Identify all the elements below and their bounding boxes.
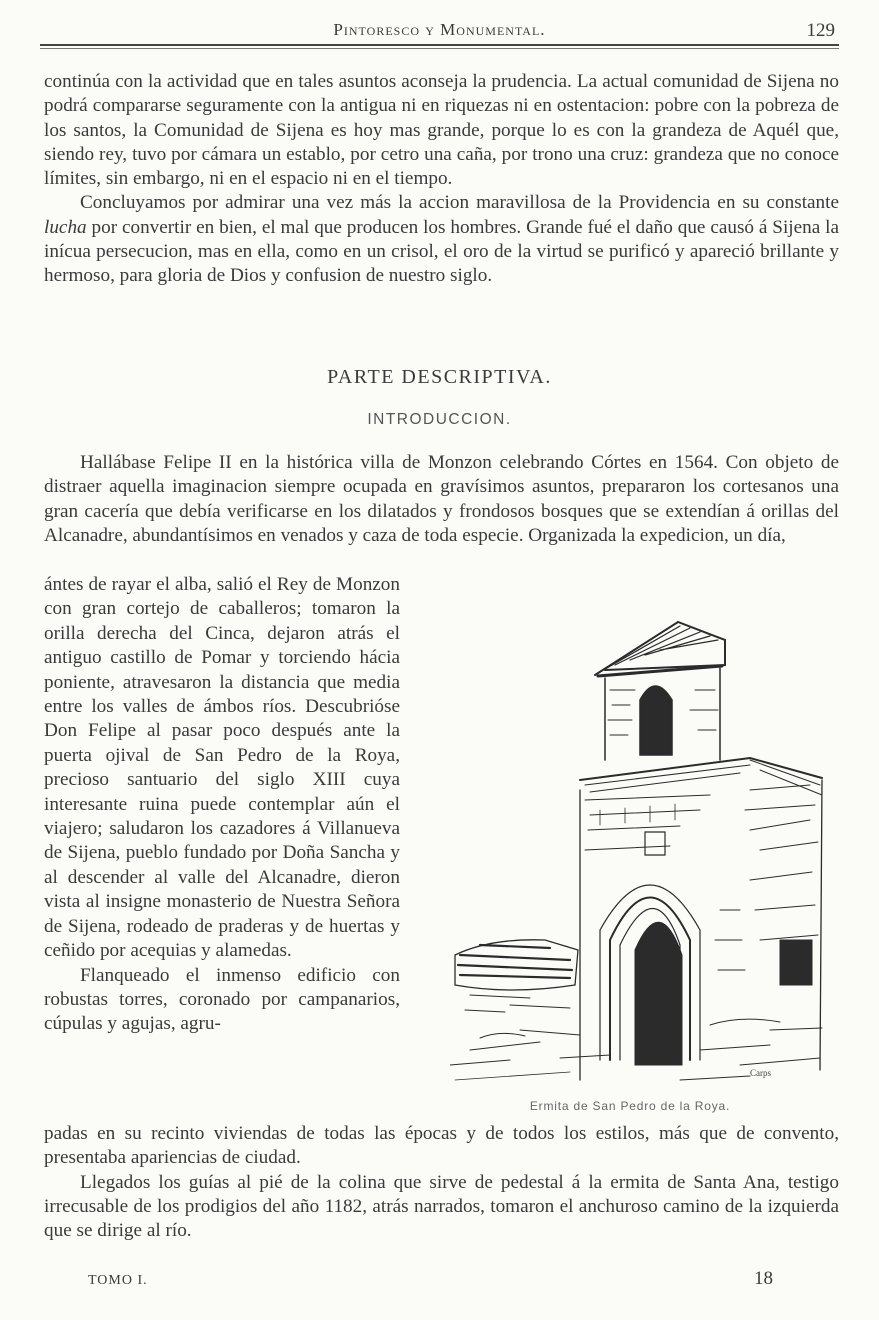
paragraph-5: Llegados los guías al pié de la colina que sirve de pedestal á la ermita de Santa Ana, testigo irrecusable de los prodigios del año 1182, atrás narrados, tomaron el anchuroso camino de la izquierda que se dirige al río. [44,1171,839,1242]
paragraph-1: continúa con la actividad que en tales asuntos aconseja la prudencia. La actual comunidad de Sijena no podrá compararse seguramente con la antigua ni en riquezas ni en ostentacion: pobre con la pobreza de los santos, la Comunidad de Sijena es hoy mas grande, porque lo es con la grandeza de Aquél que, siendo rey, tuvo por cámara un establo, por cetro una caña, por trono una cruz: grandeza que no conoce límites, sin embargo, ni en el espacio ni en el tiempo. [44,71,839,190]
running-head: Pintoresco y Monumental. [333,20,546,39]
paragraph-2-end: por convertir en bien, el mal que producen los hombres. Grande fué el daño que causó á Sijena la inícua persecucion, mas en ella, como en un crisol, el oro de la virtud se purificó y apareció brillante y hermoso, para gloria de Dios y confusion de nuestro siglo. [44,216,839,287]
section-heading: PARTE DESCRIPTIVA. [327,366,552,388]
paragraph-2-italic: lucha [44,216,87,238]
volume-label: TOMO I. [88,1273,148,1288]
figure-caption: Ermita de San Pedro de la Roya. [529,1099,731,1113]
paragraph-3-continued: ántes de rayar el alba, salió el Rey de Monzon con gran cortejo de caballeros; tomaron la orilla derecha del Cinca, dejaron atrás el antiguo castillo de Pomar y torciendo hácia poniente, atravesaron la distancia que media entre los valles de ámbos ríos. Descubrióse Don Felipe al pasar poco después ante la puerta ojival de San Pedro de la Roya, precioso santuario del siglo XIII cuya interesante ruina puede contemplar aún el viajero; saludaron los cazadores á Villanueva de Sijena, pueblo fundado por Doña Sancha y al descender al valle del Alcanadre, dieron vista al insigne monasterio de Nuestra Señora de Sijena, rodeado de praderas y de huertas y ceñido por acequias y alamedas. [44,574,400,962]
paragraph-2 [44,191,839,288]
artist-signature: Carps [750,1068,771,1078]
paragraph-2-start: Concluyamos por admirar una vez más la accion maravillosa de la Providencia en su constante [80,192,839,214]
header-rule [40,44,839,49]
page-number: 129 [806,20,835,41]
paragraph-4-rest: padas en su recinto viviendas de todas las épocas y de todos los estilos, más que de convento, presentaba apariencias de ciudad. [44,1123,839,1169]
paragraph-4-start: Flanqueado el inmenso edificio con robustas torres, coronado por campanarios, cúpulas y agujas, agru- [44,964,400,1035]
hermitage-illustration [450,610,828,1085]
text-column-wrapped [44,573,400,1037]
text-block-intro [44,451,839,548]
text-block-top [44,70,839,289]
paragraph-3: Hallábase Felipe II en la histórica villa de Monzon celebrando Córtes en 1564. Con objeto de distraer aquella imaginacion siempre ocupada en gravísimos asuntos, prepararon los cortesanos una gran cacería que debía verificarse en los dilatados y frondosos bosques que se extendían á orillas del Alcanadre, abundantísimos en venados y caza de toda especie. Organizada la expedicion, un día, [44,452,839,546]
text-block-bottom [44,1122,839,1243]
subsection-heading: INTRODUCCION. [367,411,512,428]
signature-mark: 18 [754,1268,773,1289]
